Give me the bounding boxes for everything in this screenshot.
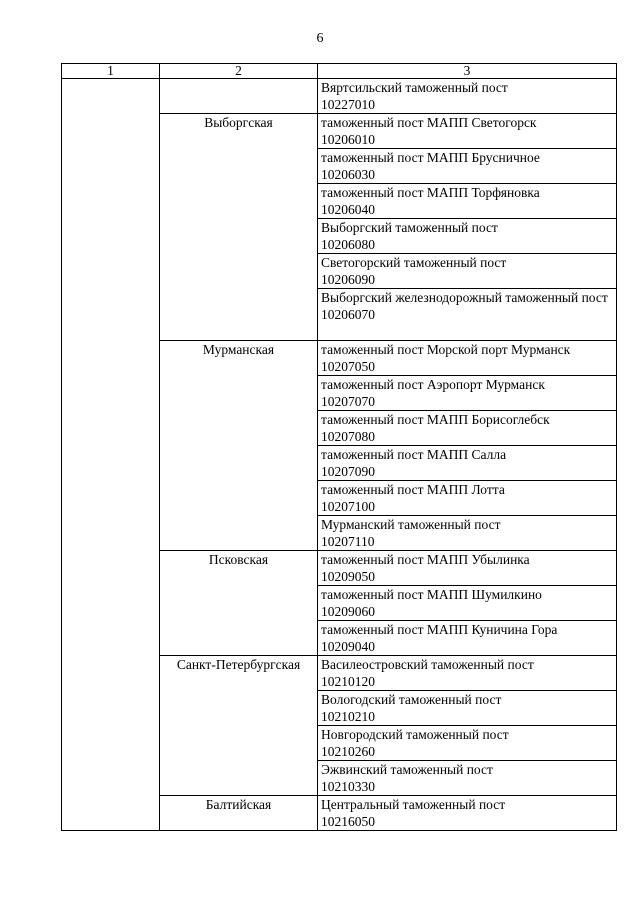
customs-post-code: 10207050 — [321, 359, 375, 374]
customs-post-name: Мурманский таможенный пост — [321, 517, 501, 532]
customs-post-code: 10206080 — [321, 237, 375, 252]
customs-post-cell — [318, 219, 617, 254]
customs-post-code: 10207110 — [321, 534, 375, 549]
customs-post-cell — [318, 184, 617, 219]
customs-post-name: Вологодский таможенный пост — [321, 692, 502, 707]
customs-post-name: таможенный пост МАПП Борисоглебск — [321, 412, 550, 427]
customs-post-cell — [318, 761, 617, 796]
customs-post-cell — [318, 289, 617, 341]
customs-post-cell — [318, 254, 617, 289]
customs-post-code: 10206090 — [321, 272, 375, 287]
region-cell: Санкт-Петербургская — [160, 656, 318, 796]
customs-post-code: 10210210 — [321, 709, 375, 724]
customs-post-cell — [318, 656, 617, 691]
customs-post-cell — [318, 586, 617, 621]
customs-post-cell — [318, 691, 617, 726]
customs-post-name: Василеостровский таможенный пост — [321, 657, 534, 672]
region-cell: Выборгская — [160, 114, 318, 341]
region-cell: Псковская — [160, 551, 318, 656]
customs-post-code: 10210260 — [321, 744, 375, 759]
customs-post-name: таможенный пост МАПП Светогорск — [321, 115, 537, 130]
customs-post-cell — [318, 551, 617, 586]
customs-post-code: 10210120 — [321, 674, 375, 689]
customs-post-name: Выборгский таможенный пост — [321, 220, 498, 235]
header-col-3: 3 — [318, 64, 617, 79]
customs-post-cell — [318, 79, 617, 114]
customs-post-code: 10209060 — [321, 604, 375, 619]
region-cell: Мурманская — [160, 341, 318, 551]
customs-post-cell — [318, 481, 617, 516]
page-number: 6 — [316, 31, 324, 46]
customs-post-code: 10209040 — [321, 639, 375, 654]
customs-post-cell — [318, 446, 617, 481]
header-col-1: 1 — [62, 64, 160, 79]
customs-post-code: 10207080 — [321, 429, 375, 444]
customs-post-cell — [318, 411, 617, 446]
customs-post-code: 10216050 — [321, 814, 375, 829]
customs-post-name: таможенный пост МАПП Торфяновка — [321, 185, 540, 200]
customs-post-code: 10206070 — [321, 307, 375, 322]
table-body — [62, 79, 617, 831]
customs-post-code: 10206030 — [321, 167, 375, 182]
customs-posts-table — [61, 63, 617, 831]
column-1-cell — [62, 79, 160, 831]
customs-post-name: Выборгский железнодорожный таможенный пост — [321, 290, 608, 305]
customs-post-name: Эжвинский таможенный пост — [321, 762, 493, 777]
customs-post-name: Новгородский таможенный пост — [321, 727, 509, 742]
customs-post-name: таможенный пост МАПП Шумилкино — [321, 587, 542, 602]
customs-post-name: таможенный пост МАПП Убылинка — [321, 552, 530, 567]
region-cell — [160, 79, 318, 114]
customs-post-name: Центральный таможенный пост — [321, 797, 506, 812]
region-cell: Балтийская — [160, 796, 318, 831]
customs-post-name: таможенный пост Аэропорт Мурманск — [321, 377, 545, 392]
customs-post-cell — [318, 149, 617, 184]
customs-post-name: Светогорский таможенный пост — [321, 255, 507, 270]
customs-post-code: 10227010 — [321, 97, 375, 112]
customs-post-cell — [318, 621, 617, 656]
customs-post-name: Вяртсильский таможенный пост — [321, 80, 508, 95]
customs-post-code: 10207100 — [321, 499, 375, 514]
customs-post-cell — [318, 114, 617, 149]
customs-post-name: таможенный пост МАПП Салла — [321, 447, 507, 462]
customs-post-code: 10209050 — [321, 569, 375, 584]
header-col-2: 2 — [160, 64, 318, 79]
customs-post-code: 10207070 — [321, 394, 375, 409]
customs-post-cell — [318, 726, 617, 761]
customs-post-code: 10206040 — [321, 202, 375, 217]
customs-post-cell — [318, 796, 617, 831]
header-row — [62, 64, 617, 79]
customs-post-cell — [318, 341, 617, 376]
customs-post-cell — [318, 516, 617, 551]
customs-post-name: таможенный пост Морской порт Мурманск — [321, 342, 571, 357]
customs-post-code: 10210330 — [321, 779, 375, 794]
customs-post-name: таможенный пост МАПП Лотта — [321, 482, 505, 497]
customs-post-name: таможенный пост МАПП Брусничное — [321, 150, 540, 165]
customs-post-name: таможенный пост МАПП Куничина Гора — [321, 622, 558, 637]
customs-post-cell — [318, 376, 617, 411]
table-row — [62, 79, 617, 114]
customs-post-code: 10206010 — [321, 132, 375, 147]
customs-post-code: 10207090 — [321, 464, 375, 479]
